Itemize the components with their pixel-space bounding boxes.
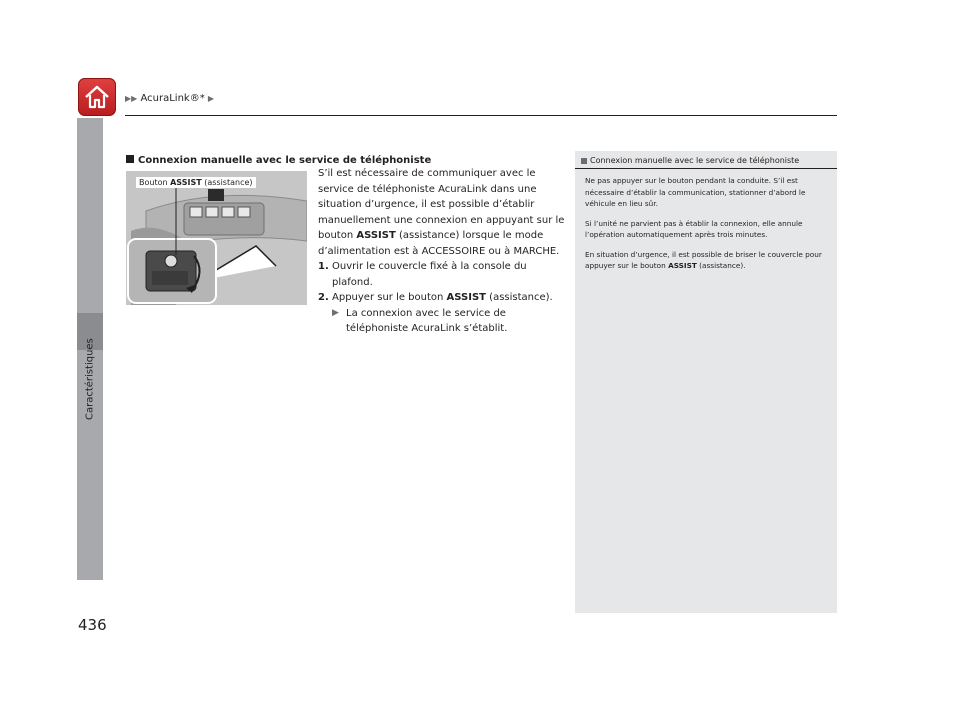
square-bullet-icon xyxy=(126,155,134,163)
figure-label-bold: ASSIST xyxy=(170,178,202,187)
step-2 xyxy=(318,290,570,306)
sidebar-chapter-label[interactable]: Caractéristiques xyxy=(84,338,96,420)
step-text: Ouvrir le couvercle fixé à la console du plafond. xyxy=(332,261,527,288)
step-number: 2. xyxy=(318,292,329,303)
note-bold: ASSIST xyxy=(668,261,697,270)
note-body xyxy=(585,175,829,280)
home-button[interactable] xyxy=(78,78,116,116)
breadcrumb-arrow-icon: ▶▶ xyxy=(125,94,138,103)
step-number: 1. xyxy=(318,261,329,272)
page-number: 436 xyxy=(78,616,107,634)
intro-text-2: (assistance) lorsque le mode d’alimentation est à ACCESSOIRE ou à MARCHE. xyxy=(318,230,560,257)
note-title-text: Connexion manuelle avec le service de téléphoniste xyxy=(590,156,800,165)
breadcrumb[interactable] xyxy=(125,93,214,104)
result-arrow-icon: ▶ xyxy=(332,307,339,318)
note-text: (assistance). xyxy=(696,261,746,270)
step-1 xyxy=(318,259,570,290)
figure-label-suffix: (assistance) xyxy=(201,178,253,187)
header-rule xyxy=(125,115,837,116)
result-text: La connexion avec le service de téléphoniste AcuraLink s’établit. xyxy=(346,307,508,334)
intro-paragraph xyxy=(318,166,570,259)
figure-label-prefix: Bouton xyxy=(139,178,171,187)
step-text: Appuyer sur le bouton xyxy=(332,292,447,303)
step-2-result xyxy=(318,306,570,337)
overhead-console-drawing xyxy=(126,171,307,305)
note-paragraph: Si l’unité ne parvient pas à établir la connexion, elle annule l’opération automatiquement après trois minutes. xyxy=(585,218,803,239)
note-reference-icon xyxy=(581,158,587,164)
step-text: (assistance). xyxy=(486,292,553,303)
note-text: En situation d’urgence, il est possible de briser le couvercle pour appuyer sur le bouton xyxy=(585,249,822,270)
intro-bold: ASSIST xyxy=(356,230,396,241)
breadcrumb-arrow-icon: ▶ xyxy=(207,94,215,103)
figure-callout-label xyxy=(136,177,256,188)
note-title xyxy=(575,156,837,169)
sidebar-tab xyxy=(77,118,103,313)
section-heading xyxy=(126,155,431,166)
note-paragraph xyxy=(585,249,829,272)
section-heading-text: Connexion manuelle avec le service de téléphoniste xyxy=(138,155,432,166)
intro-text-1: S’il est nécessaire de communiquer avec le service de téléphoniste AcuraLink dans une situation d’urgence, il est possible d’établir manuellement une connexion en appuyant sur le bouton xyxy=(318,168,565,241)
home-icon xyxy=(83,83,111,111)
side-note xyxy=(575,151,837,613)
step-bold: ASSIST xyxy=(446,292,486,303)
breadcrumb-label: AcuraLink®* xyxy=(140,93,205,104)
note-paragraph: Ne pas appuyer sur le bouton pendant la conduite. S’il est nécessaire d’établir la communication, stationner d’abord le véhicule en lieu sûr. xyxy=(585,176,806,208)
section-body xyxy=(318,166,570,337)
ceiling-console-illustration xyxy=(126,171,307,305)
